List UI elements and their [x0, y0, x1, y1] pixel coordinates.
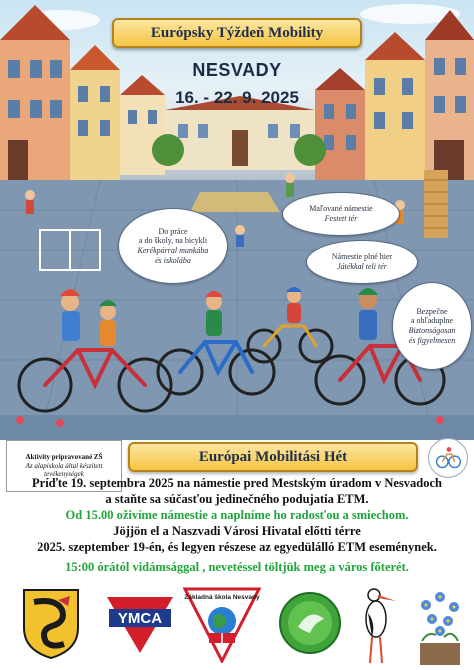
hungarian-line: Jöjjön el a Naszvadi Városi Hivatal előtti térre	[113, 524, 361, 538]
hungarian-title-banner	[128, 442, 418, 472]
info-box-text-hu: Az alapiskola által készített	[25, 461, 103, 470]
bubble-text-hu: Kerékpárral munkába	[137, 246, 209, 255]
event-dates: 16. - 22. 9. 2025	[175, 88, 299, 107]
town-name: NESVADY	[192, 60, 282, 80]
speech-bubble-games	[306, 240, 418, 284]
town-coat-of-arms-logo	[22, 588, 80, 660]
slovak-line-green: Od 15.00 oživíme námestie a naplníme ho radosťou a smiechom.	[65, 508, 409, 522]
bubble-text-hu: Biztonságosan	[408, 326, 456, 335]
speech-bubble-paint	[282, 192, 400, 236]
speech-bubble-work	[118, 208, 228, 284]
info-box-text-hu: tevékenységek	[44, 470, 84, 479]
poster-title: Európsky Týždeň Mobility	[150, 24, 324, 41]
title-banner	[112, 18, 362, 48]
bubble-text: a do školy, na bicykli	[138, 236, 208, 246]
info-box-text: Aktivity pripravované ZŠ	[25, 452, 103, 461]
bubble-text-hu: Játékkal teli tér	[337, 262, 387, 271]
stork-logo	[352, 587, 398, 665]
speech-bubble-safe	[392, 282, 472, 370]
bubble-text: a ohľaduplne	[410, 316, 454, 326]
mobility-week-small-logo	[428, 438, 468, 478]
bubble-text-hu: és iskolába	[155, 255, 191, 265]
hungarian-line: 2025. szeptember 19-én, és legyen részese az egyedülálló ETM eseménynek.	[37, 540, 437, 554]
school-name-text: Základná škola Nesvady	[184, 594, 260, 601]
bubble-text: Bezpečne	[416, 306, 448, 316]
slovak-line: a staňte sa súčasťou jedinečného podujatia ETM.	[105, 492, 369, 506]
school-logo	[183, 587, 261, 663]
bubble-text: Námestie plné hier	[331, 252, 393, 262]
slovak-line: Príďte 19. septembra 2025 na námestie pred Mestským úradom v Nesvadoch	[32, 476, 442, 490]
jenga-tower	[424, 170, 448, 238]
green-eco-logo	[278, 591, 342, 655]
ymca-logo	[105, 593, 175, 655]
bubble-text: Maľované námestie	[309, 204, 373, 214]
flowers-logo	[412, 585, 470, 667]
partner-logos	[0, 585, 474, 670]
bubble-text-hu: és figyelmesen	[408, 335, 456, 345]
bubble-text-hu: Festett tér	[324, 214, 358, 223]
hungarian-line-green: 15:00 órától vidámsággal , nevetéssel töltjük meg a város főterét.	[65, 560, 409, 574]
ymca-text: YMCA	[117, 610, 163, 627]
event-description	[0, 475, 474, 575]
hungarian-title: Európai Mobilitási Hét	[198, 448, 348, 465]
bubble-text: Do práce	[158, 226, 188, 236]
